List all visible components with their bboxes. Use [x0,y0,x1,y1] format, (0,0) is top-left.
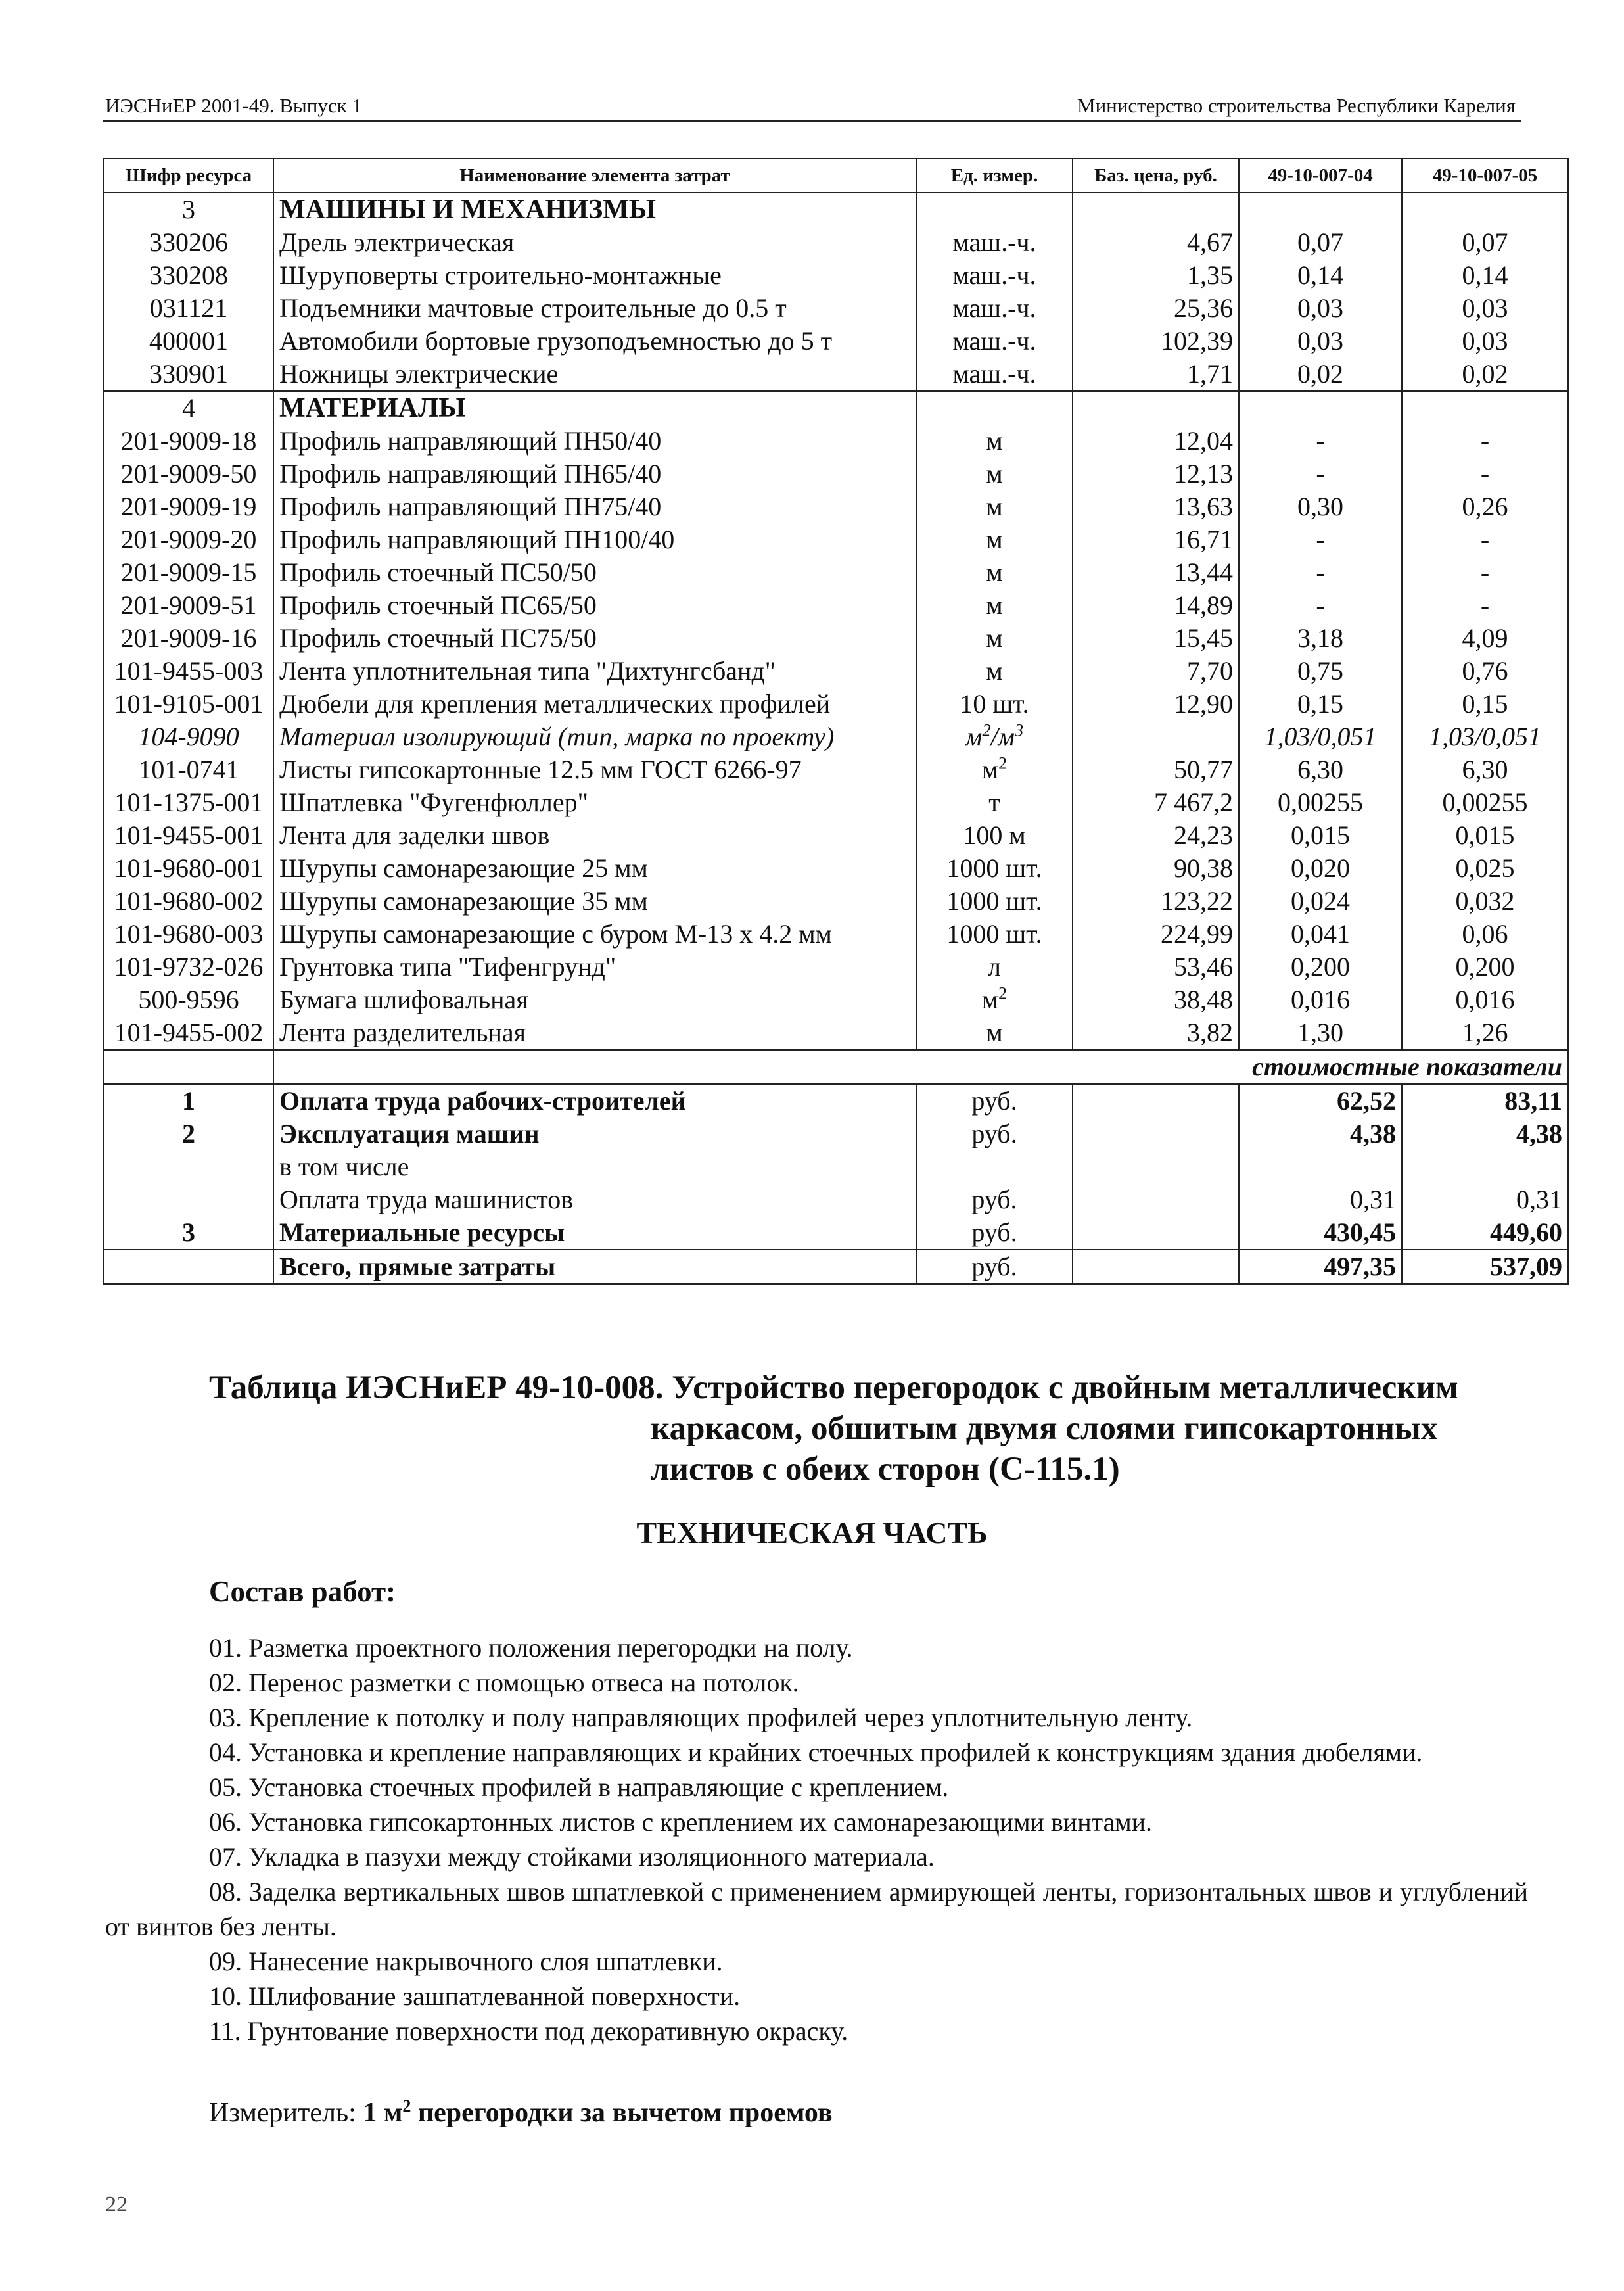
empty-cell [1073,193,1239,226]
resource-name: Профиль стоечный ПС65/50 [273,589,916,622]
work-step: 01. Разметка проектного положения перегородки на полу. [209,1633,853,1663]
resource-name: Шуруповерты строительно-монтажные [273,259,916,292]
resource-name: Бумага шлифовальная [273,983,916,1016]
table-row [104,325,1568,358]
resource-code: 101-9105-001 [104,688,273,720]
table-row [104,786,1568,819]
cost-caption: стоимостные показатели [273,1050,1568,1084]
cost-row [104,1084,1568,1118]
resource-norm-05: 0,15 [1402,688,1568,720]
resource-unit: м [916,490,1073,523]
resource-code: 201-9009-18 [104,425,273,458]
total-value-04: 497,35 [1239,1250,1402,1284]
resource-norm-05: 0,03 [1402,292,1568,325]
resource-code: 400001 [104,325,273,358]
resource-norm-05: 0,26 [1402,490,1568,523]
resource-norm-05: 0,016 [1402,983,1568,1016]
resource-norm-04: 0,30 [1239,490,1402,523]
work-step: 08. Заделка вертикальных швов шпатлевкой с применением армирующей ленты, горизонтальных швов и углублений от винтов без ленты. [105,1877,1528,1941]
resource-name: Грунтовка типа "Тифенгрунд" [273,951,916,983]
measure-line [209,2097,833,2129]
resource-unit: $м^2/м^3$ [916,720,1073,753]
resource-base-price: 4,67 [1073,226,1239,259]
cost-unit: руб. [916,1183,1073,1216]
resource-code: 101-0741 [104,753,273,786]
cost-code [104,1150,273,1183]
table-row [104,292,1568,325]
works-composition-heading: Состав работ: [209,1575,396,1608]
resource-code: 101-9732-026 [104,951,273,983]
resource-norm-05: 0,00255 [1402,786,1568,819]
resource-norm-04: 0,015 [1239,819,1402,852]
table-row [104,655,1568,688]
resource-name: Профиль направляющий ПН75/40 [273,490,916,523]
col-header-code: Шифр ресурса [104,158,273,193]
cost-value-05: 0,31 [1402,1183,1568,1216]
resource-base-price: 13,44 [1073,556,1239,589]
resource-base-price: 224,99 [1073,918,1239,951]
table-title-line: листов с обеих сторон (С-115.1) [651,1451,1120,1488]
resource-name: Профиль стоечный ПС75/50 [273,622,916,655]
cost-value-05: 449,60 [1402,1216,1568,1250]
table-row [104,490,1568,523]
resource-code: 330208 [104,259,273,292]
table-row [104,358,1568,391]
empty-cell [1073,391,1239,425]
resource-base-price: 38,48 [1073,983,1239,1016]
resource-unit: м [916,425,1073,458]
resource-name: Дрель электрическая [273,226,916,259]
empty-cell [1239,391,1402,425]
resource-norm-05: 0,025 [1402,852,1568,885]
resource-norm-04: - [1239,589,1402,622]
resource-code: 101-9455-003 [104,655,273,688]
resource-code: 101-9680-002 [104,885,273,918]
cost-value-04 [1239,1150,1402,1183]
resource-unit: маш.-ч. [916,292,1073,325]
resource-base-price: 13,63 [1073,490,1239,523]
table-row [104,819,1568,852]
empty-cell [1239,193,1402,226]
resource-unit: м [916,523,1073,556]
resource-name: Подъемники мачтовые строительные до 0.5 т [273,292,916,325]
cost-unit: руб. [916,1084,1073,1118]
cost-row [104,1216,1568,1250]
resource-norm-04: 0,024 [1239,885,1402,918]
page-number: 22 [105,2192,128,2217]
cost-code: 3 [104,1216,273,1250]
resource-norm-05: 0,032 [1402,885,1568,918]
table-row [104,622,1568,655]
empty-cell [1073,1150,1239,1183]
resource-unit: м [916,1016,1073,1050]
empty-cell [1073,1084,1239,1118]
resource-norm-05: - [1402,556,1568,589]
resource-norm-05: - [1402,425,1568,458]
resource-code: 101-1375-001 [104,786,273,819]
resource-code: 330901 [104,358,273,391]
col-header-price: Баз. цена, руб. [1073,158,1239,193]
cost-unit [916,1150,1073,1183]
resource-norm-05: 0,02 [1402,358,1568,391]
resource-norm-05: - [1402,523,1568,556]
resource-name: Автомобили бортовые грузоподъемностью до 5 т [273,325,916,358]
resource-norm-04: 0,020 [1239,852,1402,885]
work-step: 11. Грунтование поверхности под декоративную окраску. [209,2016,848,2046]
resource-base-price: 123,22 [1073,885,1239,918]
resource-unit: маш.-ч. [916,325,1073,358]
work-step: 04. Установка и крепление направляющих и крайних стоечных профилей к конструкциям здания дюбелями. [209,1737,1423,1767]
resource-code: 101-9680-001 [104,852,273,885]
section-code: 3 [104,193,273,226]
table-row [104,589,1568,622]
resource-name: Материал изолирующий (тип, марка по проекту) [273,720,916,753]
resource-norm-04: 0,75 [1239,655,1402,688]
work-step: 03. Крепление к потолку и полу направляющих профилей через уплотнительную ленту. [209,1703,1193,1732]
resource-code: 031121 [104,292,273,325]
resource-unit: м [916,589,1073,622]
cost-name: в том числе [273,1150,916,1183]
resource-name: Шпатлевка "Фугенфюллер" [273,786,916,819]
resource-norm-05: 0,76 [1402,655,1568,688]
total-value-05: 537,09 [1402,1250,1568,1284]
resource-norm-05: 4,09 [1402,622,1568,655]
running-header-right: Министерство строительства Республики Карелия [1077,94,1516,117]
section-row [104,193,1568,226]
resource-base-price: 102,39 [1073,325,1239,358]
resource-base-price: 14,89 [1073,589,1239,622]
resource-name: Дюбели для крепления металлических профилей [273,688,916,720]
resource-unit: маш.-ч. [916,226,1073,259]
total-name: Всего, прямые затраты [273,1250,916,1284]
resource-norm-04: 0,016 [1239,983,1402,1016]
resource-base-price: 53,46 [1073,951,1239,983]
resource-norm-05: 1,03/0,051 [1402,720,1568,753]
resource-base-price: 50,77 [1073,753,1239,786]
cost-code: 1 [104,1084,273,1118]
cost-name: Эксплуатация машин [273,1118,916,1150]
resource-base-price: 1,71 [1073,358,1239,391]
resource-code: 500-9596 [104,983,273,1016]
resource-norm-05: - [1402,589,1568,622]
empty-cell [1073,1216,1239,1250]
table-row [104,918,1568,951]
resource-name: Лента для заделки швов [273,819,916,852]
table-row [104,1016,1568,1050]
resource-unit: 10 шт. [916,688,1073,720]
resource-code: 201-9009-20 [104,523,273,556]
table-row [104,720,1568,753]
cost-value-04: 4,38 [1239,1118,1402,1150]
resource-norm-04: - [1239,556,1402,589]
resource-cost-table [103,158,1569,1285]
resource-norm-04: 0,03 [1239,292,1402,325]
resource-norm-04: 0,15 [1239,688,1402,720]
work-step: 05. Установка стоечных профилей в направляющие с креплением. [209,1772,949,1802]
table-title-line: каркасом, обшитым двумя слоями гипсокартонных [651,1410,1438,1447]
empty-cell [104,1250,273,1284]
resource-base-price: 12,04 [1073,425,1239,458]
work-step: 10. Шлифование зашпатлеванной поверхности. [209,1981,741,2011]
resource-norm-04: 0,02 [1239,358,1402,391]
resource-code: 201-9009-15 [104,556,273,589]
empty-cell [916,193,1073,226]
resource-norm-04: 0,07 [1239,226,1402,259]
resource-base-price: 7,70 [1073,655,1239,688]
resource-norm-04: 0,200 [1239,951,1402,983]
resource-code: 201-9009-19 [104,490,273,523]
resource-norm-04: 3,18 [1239,622,1402,655]
resource-norm-05: 6,30 [1402,753,1568,786]
resource-norm-04: 1,03/0,051 [1239,720,1402,753]
cost-caption-row [104,1050,1568,1084]
resource-code: 101-9455-002 [104,1016,273,1050]
cost-name: Оплата труда машинистов [273,1183,916,1216]
section-row [104,391,1568,425]
resource-norm-05: 0,03 [1402,325,1568,358]
resource-norm-04: 1,30 [1239,1016,1402,1050]
empty-cell [1402,391,1568,425]
resource-base-price: 24,23 [1073,819,1239,852]
cost-name: Материальные ресурсы [273,1216,916,1250]
table-row [104,556,1568,589]
resource-base-price: 7 467,2 [1073,786,1239,819]
table-row [104,753,1568,786]
cost-code [104,1183,273,1216]
table-title-line: Таблица ИЭСНиЕР 49-10-008. Устройство перегородок с двойным металлическим [209,1369,1458,1406]
resource-name: Шурупы самонарезающие 25 мм [273,852,916,885]
resource-norm-05: 1,26 [1402,1016,1568,1050]
table-row [104,259,1568,292]
total-row [104,1250,1568,1284]
empty-cell [104,1050,273,1084]
work-step: 09. Нанесение накрывочного слоя шпатлевки. [209,1947,723,1976]
table-header-row [104,158,1568,193]
cost-row [104,1118,1568,1150]
resource-base-price: 12,13 [1073,458,1239,490]
measure-label: Измеритель: [209,2098,356,2128]
resource-norm-04: - [1239,523,1402,556]
resource-unit: 1000 шт. [916,852,1073,885]
work-step: 02. Перенос разметки с помощью отвеса на потолок. [209,1668,799,1697]
cost-value-04: 430,45 [1239,1216,1402,1250]
header-rule [103,120,1521,122]
resource-norm-05: 0,200 [1402,951,1568,983]
resource-norm-04: 6,30 [1239,753,1402,786]
resource-name: Листы гипсокартонные 12.5 мм ГОСТ 6266-97 [273,753,916,786]
cost-value-04: 0,31 [1239,1183,1402,1216]
resource-norm-04: - [1239,458,1402,490]
cost-code: 2 [104,1118,273,1150]
col-header-variant-04: 49-10-007-04 [1239,158,1402,193]
resource-norm-05: 0,015 [1402,819,1568,852]
resource-name: Профиль стоечный ПС50/50 [273,556,916,589]
resource-unit: 100 м [916,819,1073,852]
section-title: МАШИНЫ И МЕХАНИЗМЫ [273,193,916,226]
table-row [104,951,1568,983]
resource-name: Профиль направляющий ПН65/40 [273,458,916,490]
resource-unit: м [916,622,1073,655]
table-row [104,458,1568,490]
resource-name: Профиль направляющий ПН50/40 [273,425,916,458]
work-step: 06. Установка гипсокартонных листов с креплением их самонарезающими винтами. [209,1807,1153,1837]
resource-unit: 1000 шт. [916,885,1073,918]
empty-cell [1073,1183,1239,1216]
resource-code: 330206 [104,226,273,259]
empty-cell [1073,1250,1239,1284]
resource-base-price: 16,71 [1073,523,1239,556]
table-body [104,193,1568,1284]
resource-unit: $м^2$ [916,753,1073,786]
resource-base-price: 90,38 [1073,852,1239,885]
resource-unit: маш.-ч. [916,358,1073,391]
col-header-variant-05: 49-10-007-05 [1402,158,1568,193]
resource-code: 101-9680-003 [104,918,273,951]
resource-unit: т [916,786,1073,819]
cost-value-05: 4,38 [1402,1118,1568,1150]
works-list [105,1630,1528,2048]
resource-norm-05: 0,06 [1402,918,1568,951]
section-code: 4 [104,391,273,425]
table-row [104,425,1568,458]
resource-unit: м [916,655,1073,688]
section-title: МАТЕРИАЛЫ [273,391,916,425]
resource-norm-05: - [1402,458,1568,490]
empty-cell [916,391,1073,425]
resource-base-price: 25,36 [1073,292,1239,325]
cost-unit: руб. [916,1118,1073,1150]
cost-value-04: 62,52 [1239,1084,1402,1118]
resource-name: Ножницы электрические [273,358,916,391]
table-row [104,983,1568,1016]
resource-base-price [1073,720,1239,753]
cost-name: Оплата труда рабочих-строителей [273,1084,916,1118]
resource-name: Шурупы самонарезающие 35 мм [273,885,916,918]
col-header-name: Наименование элемента затрат [273,158,916,193]
measure-value: 1 $м^2$ перегородки за вычетом проемов [363,2096,833,2128]
table-row [104,885,1568,918]
resource-code: 201-9009-16 [104,622,273,655]
cost-unit: руб. [916,1216,1073,1250]
work-step: 07. Укладка в пазухи между стойками изоляционного материала. [209,1842,935,1872]
resource-code: 201-9009-51 [104,589,273,622]
resource-code: 101-9455-001 [104,819,273,852]
cost-row [104,1150,1568,1183]
resource-name: Лента разделительная [273,1016,916,1050]
resource-unit: м [916,556,1073,589]
cost-value-05 [1402,1150,1568,1183]
resource-unit: маш.-ч. [916,259,1073,292]
resource-unit: $м^2$ [916,983,1073,1016]
resource-base-price: 12,90 [1073,688,1239,720]
table-row [104,226,1568,259]
resource-code: 201-9009-50 [104,458,273,490]
resource-base-price: 1,35 [1073,259,1239,292]
resource-base-price: 15,45 [1073,622,1239,655]
cost-value-05: 83,11 [1402,1084,1568,1118]
resource-base-price: 3,82 [1073,1016,1239,1050]
table-title [209,1367,1523,1490]
table-row [104,523,1568,556]
table-row [104,852,1568,885]
resource-unit: л [916,951,1073,983]
resource-norm-04: 0,00255 [1239,786,1402,819]
resource-name: Профиль направляющий ПН100/40 [273,523,916,556]
running-header-left: ИЭСНиЕР 2001-49. Выпуск 1 [105,94,362,117]
resource-unit: м [916,458,1073,490]
tech-section-heading: ТЕХНИЧЕСКАЯ ЧАСТЬ [636,1516,988,1549]
empty-cell [1073,1118,1239,1150]
resource-unit: 1000 шт. [916,918,1073,951]
total-unit: руб. [916,1250,1073,1284]
resource-norm-04: 0,03 [1239,325,1402,358]
empty-cell [1402,193,1568,226]
resource-norm-04: - [1239,425,1402,458]
resource-name: Лента уплотнительная типа "Дихтунгсбанд" [273,655,916,688]
cost-row [104,1183,1568,1216]
resource-code: 104-9090 [104,720,273,753]
col-header-unit: Ед. измер. [916,158,1073,193]
table-row [104,688,1568,720]
resource-norm-05: 0,14 [1402,259,1568,292]
resource-name: Шурупы самонарезающие с буром М-13 х 4.2 мм [273,918,916,951]
resource-norm-04: 0,041 [1239,918,1402,951]
resource-norm-04: 0,14 [1239,259,1402,292]
resource-norm-05: 0,07 [1402,226,1568,259]
